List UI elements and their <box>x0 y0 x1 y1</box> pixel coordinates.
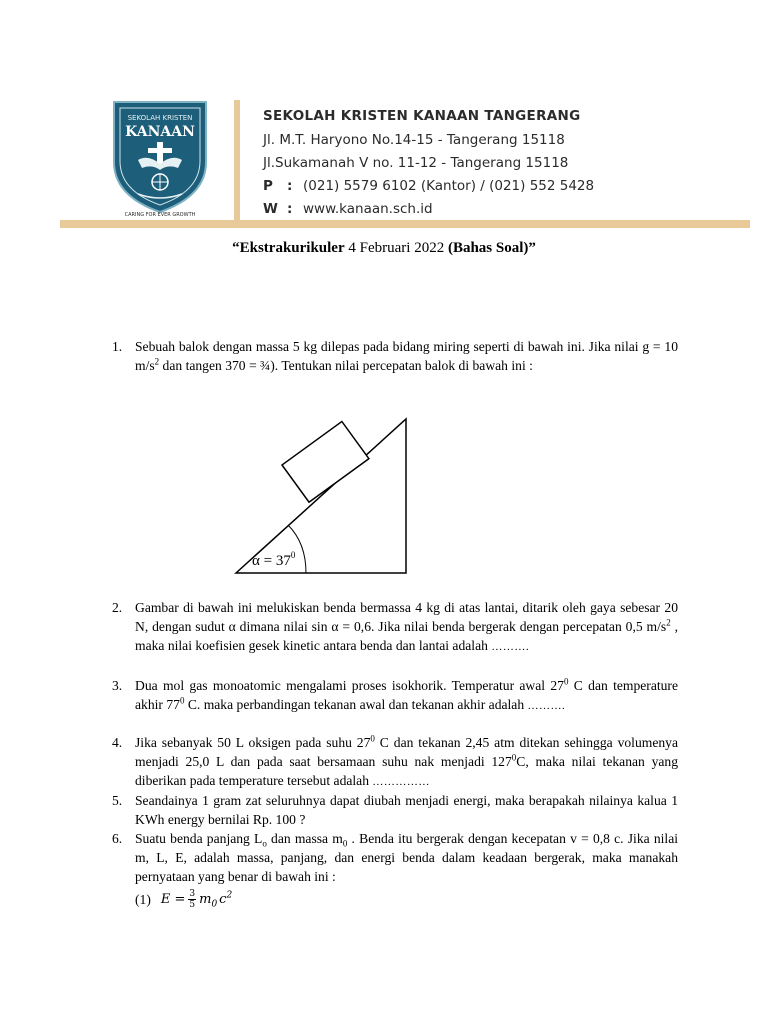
question-3 <box>112 676 678 716</box>
question-1 <box>112 337 678 375</box>
question-number: 6. <box>112 831 123 846</box>
question-number: 4. <box>112 735 123 750</box>
web-label: W <box>263 201 278 217</box>
equation-rhs: $m_0$ $c^2$ <box>199 890 233 910</box>
question-text: Dua mol gas monoatomic mengalami proses isokhorik. Temperatur awal $27^0$ C dan temperature akhir $77^0$ C. maka perbandingan tekanan awal dan tekanan akhir adalah ………. <box>135 676 678 712</box>
logo-text-main: KANAAN <box>125 124 195 140</box>
logo-text-top: SEKOLAH KRISTEN <box>127 114 193 122</box>
angle-label: $\alpha = 37^0$ <box>252 550 296 569</box>
logo-tagline: CARING FOR EVER GROWTH <box>124 212 196 218</box>
phone-line <box>263 178 594 201</box>
question-text: Seandainya 1 gram zat seluruhnya dapat diubah menjadi energi, maka berapakah nilainya kalua 1 KWh energy bernilai Rp. 100 ? <box>135 793 678 827</box>
phone-colon: : <box>287 178 293 194</box>
phone-label: P <box>263 178 273 194</box>
school-logo <box>108 98 212 216</box>
inclined-plane-figure <box>230 405 420 585</box>
question-text: Jika sebanyak 50 L oksigen pada suhu $27^0$ C dan tekanan 2,45 atm ditekan sehingga volumenya menjadi 25,0 L dan pada saat bersamaan suhu nak menjadi $127^0C$, maka nilai tekanan yang diberikan pada temperature tersebut adalah …………… <box>135 733 678 788</box>
question-number: 1. <box>112 339 123 354</box>
website-link[interactable]: www.kanaan.sch.id <box>303 201 433 217</box>
question-number: 3. <box>112 678 123 693</box>
web-line <box>263 201 594 224</box>
address-line-1: Jl. M.T. Haryono No.14-15 - Tangerang 15118 <box>263 132 565 148</box>
question-number: 5. <box>112 793 123 808</box>
question-2 <box>112 598 678 657</box>
school-info <box>263 108 594 224</box>
web-colon: : <box>287 201 293 217</box>
question-text: Suatu benda panjang $L_o$ dan massa $m_0$ . Benda itu bergerak dengan kecepatan v = 0,8 c. Jika nilai m, L, E, adalah massa, panjang, dan energi benda dalam keadaan bergerak, maka manakah pernyataan yang benar di bawah ini : <box>135 831 679 884</box>
question-6 <box>112 829 678 910</box>
answer-option-1 <box>135 889 678 910</box>
block-on-incline <box>282 422 369 503</box>
question-text: Sebuah balok dengan massa 5 kg dilepas pada bidang miring seperti di bawah ini. Jika nilai g = 10 $m/s^2$ dan tangen 370 = ¾). Tentukan nilai percepatan balok di bawah ini : <box>135 339 678 373</box>
equation-lhs: E = <box>160 892 186 907</box>
document-title: “Ekstrakurikuler 4 Februari 2022 (Bahas Soal)” <box>232 240 536 256</box>
question-number: 2. <box>112 600 123 615</box>
header-divider-vertical <box>234 100 240 220</box>
option-label: (1) <box>135 892 151 907</box>
phone-number: (021) 5579 6102 (Kantor) / (021) 552 5428 <box>303 178 595 194</box>
school-name: SEKOLAH KRISTEN KANAAN TANGERANG <box>263 108 581 124</box>
question-5 <box>112 791 678 829</box>
question-4 <box>112 733 678 792</box>
equation-fraction: $\frac{3}{5}$ <box>189 889 196 910</box>
address-line-2: Jl.Sukamanah V no. 11-12 - Tangerang 15118 <box>263 155 569 171</box>
question-text: Gambar di bawah ini melukiskan benda bermassa 4 kg di atas lantai, ditarik oleh gaya sebesar 20 N, dengan sudut α dimana nilai sin α = 0,6. Jika nilai benda bergerak dengan percepatan 0,5 $m/s^2$ , maka nilai koefisien gesek kinetic antara benda dan lantai adalah ………. <box>135 600 679 653</box>
